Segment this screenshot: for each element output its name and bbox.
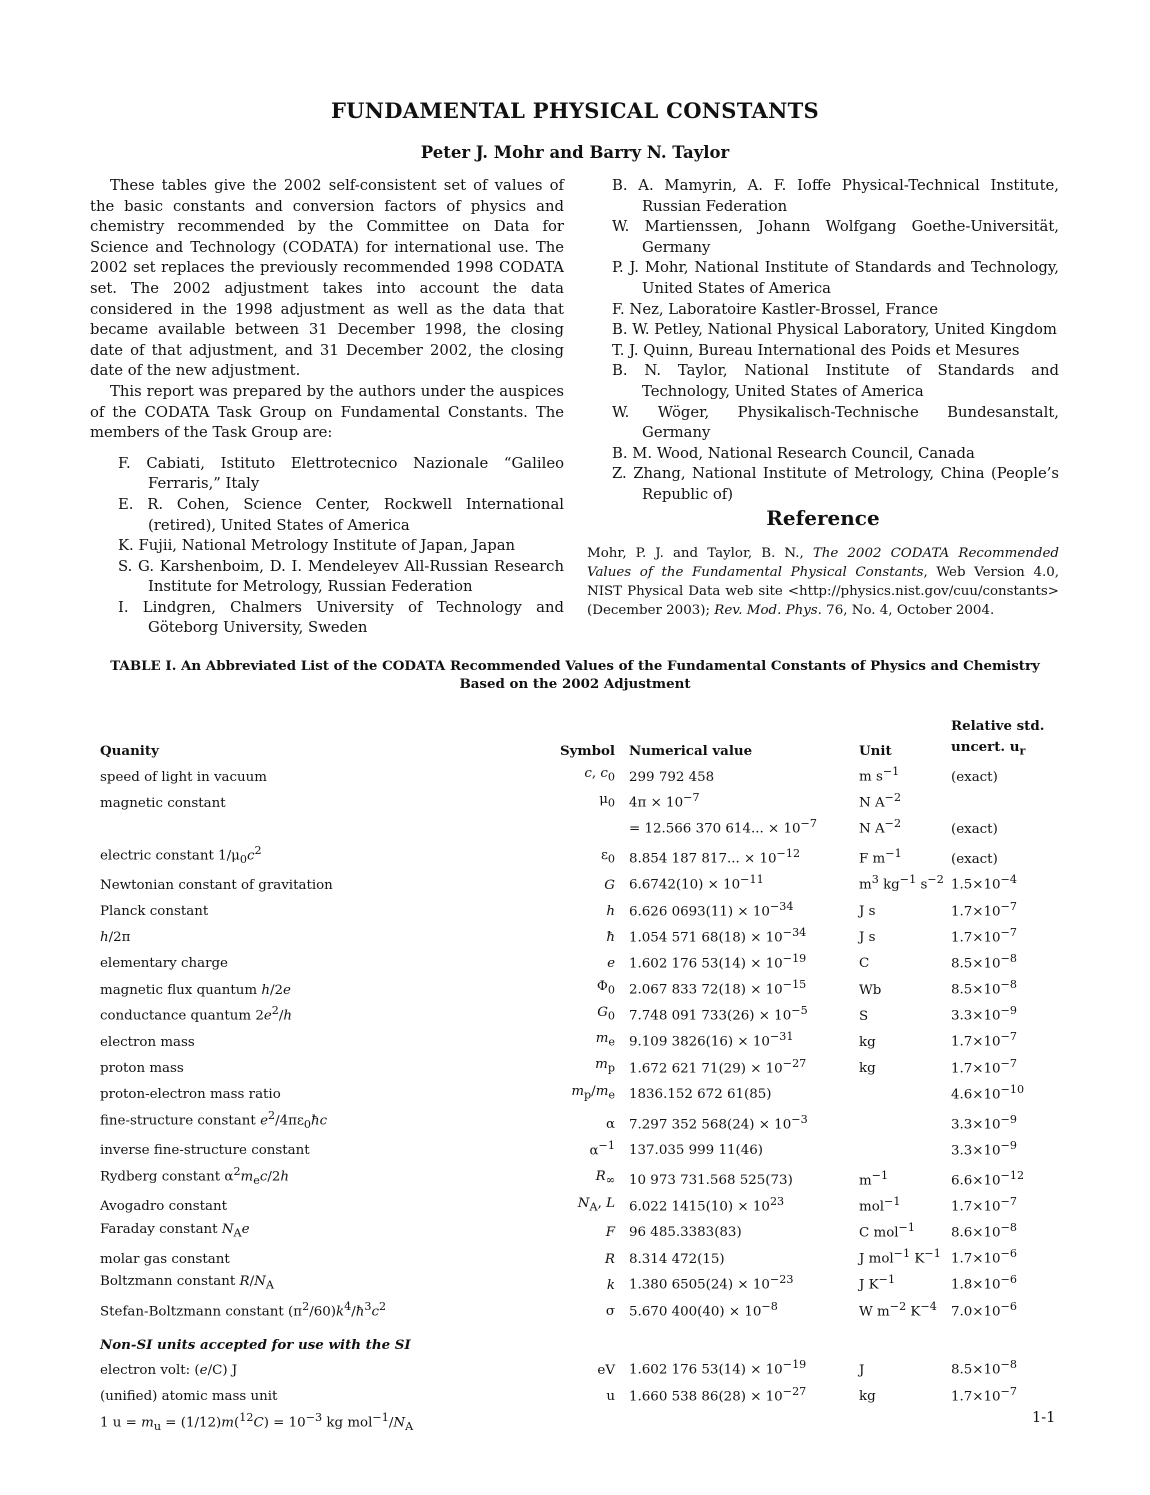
- reference-heading: Reference: [766, 506, 880, 530]
- symbol-cell: $m_p/m_e$: [571, 1083, 615, 1102]
- member-item: E. R. Cohen, Science Center, Rockwell International (retired), United States of America: [118, 495, 564, 534]
- quantity-cell: Avogadro constant: [100, 1199, 228, 1215]
- table-row: [100, 1162, 1051, 1192]
- table-row: [100, 1001, 1051, 1027]
- symbol-cell: $\Phi_0$: [596, 978, 615, 997]
- uncertainty-cell: $4.6\times 10^{-10}$: [951, 1082, 1025, 1103]
- table-row: [100, 1270, 1051, 1296]
- value-cell: 96 485.3383(83): [629, 1225, 742, 1241]
- uncertainty-cell: $1.5\times 10^{-4}$: [951, 873, 1018, 893]
- table-row: [100, 949, 1051, 975]
- header-rel-line-1: Relative std.: [951, 718, 1045, 734]
- right-column: [612, 176, 1059, 506]
- table-row: [100, 1218, 1051, 1244]
- unit-cell: [859, 1136, 951, 1162]
- uncertainty-cell: $8.6\times 10^{-8}$: [951, 1221, 1018, 1241]
- value-cell: = 12.566 370 614... × $10^{-7}$: [629, 817, 817, 837]
- uncertainty-cell: $3.3\times 10^{-9}$: [951, 1138, 1018, 1159]
- value-cell: 10 973 731.568 525(73): [629, 1173, 793, 1189]
- intro-paragraph-2: This report was prepared by the authors under the auspices of the CODATA Task Group on Fundamental Constants. The members of the Task Group are:: [90, 382, 564, 442]
- header-quantity: Quanity: [100, 743, 159, 760]
- value-cell: 7.748 091 $733(26) \times 10^{-5}$: [629, 1004, 808, 1024]
- member-list-left: [90, 454, 564, 639]
- value-cell: 6.022 $1415(10) \times 10^{23}$: [629, 1194, 785, 1215]
- table-row: [100, 1297, 1051, 1323]
- unit-cell: C mol$^{-1}$: [859, 1221, 915, 1241]
- header-value: Numerical value: [629, 743, 753, 760]
- uncertainty-cell: $7.0\times 10^{-6}$: [951, 1299, 1018, 1319]
- uncertainty-cell: [951, 788, 1051, 814]
- table-row: [100, 1244, 1051, 1270]
- value-cell: 1.054 571 $68(18) \times 10^{-34}$: [629, 925, 807, 946]
- table-row: [100, 1192, 1051, 1218]
- value-cell: 1.602 176 $53(14) \times 10^{-19}$: [629, 951, 807, 972]
- table-caption: [90, 657, 1060, 693]
- member-item: Z. Zhang, National Institute of Metrology, China (People’s Republic of): [612, 465, 1059, 503]
- value-cell: 1.602 176 $53(14) \times 10^{-19}$: [629, 1358, 807, 1378]
- member-item: B. W. Petley, National Physical Laboratory, United Kingdom: [612, 321, 1057, 339]
- unit-cell: kg: [859, 1034, 876, 1050]
- value-cell: 137.035 999 11(46): [629, 1143, 763, 1159]
- quantity-cell: magnetic flux quantum h/2e: [100, 982, 291, 998]
- quantity-cell: 1 $u = m_u = (1/12)m(^{12}C) = 10^{-3}$ kg $mol^{-1}/N_A$: [100, 1410, 414, 1433]
- unit-cell: [859, 1408, 951, 1438]
- symbol-cell: ħ: [606, 930, 615, 946]
- value-cell: 1836.152 672 61(85): [629, 1087, 772, 1103]
- uncertainty-cell: (exact): [951, 821, 998, 837]
- unit-cell: S: [859, 1008, 869, 1024]
- table-row: [100, 841, 1051, 871]
- symbol-cell: $\alpha^{-1}$: [589, 1138, 615, 1159]
- value-cell: 8.854 187 817... × $10^{-12}$: [629, 847, 801, 867]
- unit-cell: J s: [859, 904, 876, 920]
- symbol-cell: h: [606, 904, 615, 920]
- intro-paragraph-1: These tables give the 2002 self-consistent set of values of the basic constants and conversion factors of physics and chemistry recommended by the Committee on Data for Science and Technology (CODATA) for international use. The 2002 set replaces the previously recommended 1998 CODATA set. The 2002 adjustment takes into account the data considered in the 1998 adjustment as well as the data that became available between 31 December 1998, the closing date of that adjustment, and 31 December 2002, the closing date of the new adjustment.: [90, 177, 564, 380]
- value-cell: 2.067 833 $72(18) \times 10^{-15}$: [629, 978, 807, 998]
- member-item: I. Lindgren, Chalmers University of Technology and Göteborg University, Sweden: [118, 598, 564, 637]
- symbol-cell: $m_p$: [595, 1057, 615, 1076]
- symbol-cell: [542, 1408, 629, 1438]
- uncertainty-cell: $1.7\times 10^{-7}$: [951, 899, 1018, 920]
- quantity-cell: magnetic constant: [100, 795, 226, 811]
- member-item: T. J. Quinn, Bureau International des Poids et Mesures: [612, 341, 1020, 359]
- uncertainty-cell: $8.5\times 10^{-8}$: [951, 978, 1018, 998]
- quantity-cell: Stefan-Boltzmann constant $(\pi^2/60)k^4/ħ^3c^2$: [100, 1299, 387, 1319]
- symbol-cell: F: [605, 1225, 615, 1241]
- value-cell: 299 792 458: [629, 769, 715, 785]
- symbol-cell: $m_e$: [595, 1031, 615, 1049]
- uncertainty-cell: $3.3\times 10^{-9}$: [951, 1004, 1018, 1024]
- quantity-cell: [100, 814, 542, 840]
- header-unit: Unit: [859, 743, 892, 760]
- quantity-cell: elementary charge: [100, 956, 228, 972]
- table-row: [100, 762, 1051, 788]
- quantity-cell: proton mass: [100, 1061, 184, 1077]
- header-symbol: Symbol: [559, 743, 615, 760]
- unit-cell: N $A^{-2}$: [859, 791, 902, 811]
- symbol-cell: eV: [597, 1362, 615, 1378]
- value-cell: 1.672 621 $71(29) \times 10^{-27}$: [629, 1056, 807, 1077]
- unit-cell: J mol$^{-1}$ $K^{-1}$: [859, 1247, 941, 1267]
- table-row: [100, 814, 1051, 840]
- value-cell: 7.297 352 $568(24) \times 10^{-3}$: [629, 1112, 808, 1133]
- quantity-cell: electron volt: (e/C) J: [100, 1362, 238, 1378]
- member-item: F. Cabiati, Istituto Elettrotecnico Nazionale “Galileo Ferraris,” Italy: [118, 454, 564, 493]
- table-row: [100, 923, 1051, 949]
- table-row: [100, 1054, 1051, 1080]
- table-row: [100, 1027, 1051, 1053]
- unit-cell: W $m^{-2}$ $K^{-4}$: [859, 1299, 937, 1319]
- unit-cell: [859, 1106, 951, 1136]
- reference-details: , Web Version 4.0, NIST Physical Data web site <http://physics.nist.gov/cuu/constants> (December 2003);: [587, 565, 1059, 618]
- member-item: W. Wöger, Physikalisch-Technische Bundesanstalt, Germany: [612, 403, 1059, 442]
- unit-cell: J $K^{-1}$: [859, 1273, 896, 1293]
- quantity-cell: electric constant $1/\mu_0c^2$: [100, 843, 262, 866]
- unit-cell: kg: [859, 1389, 876, 1405]
- unit-cell: m $s^{-1}$: [859, 765, 900, 785]
- unit-cell: kg: [859, 1061, 876, 1077]
- value-cell: $4\pi \times 10^{-7}$: [629, 791, 700, 811]
- uncertainty-cell: $1.7\times 10^{-7}$: [951, 1056, 1018, 1077]
- table-row: [100, 1136, 1051, 1162]
- member-item: B. N. Taylor, National Institute of Standards and Technology, United States of America: [612, 362, 1059, 400]
- symbol-cell: $N_A$, L: [577, 1195, 615, 1214]
- member-item: B. A. Mamyrin, A. F. Ioffe Physical-Technical Institute, Russian Federation: [612, 177, 1059, 215]
- page-title: FUNDAMENTAL PHYSICAL CONSTANTS: [330, 98, 820, 123]
- quantity-cell: electron mass: [100, 1034, 195, 1050]
- symbol-cell: $G_0$: [597, 1005, 615, 1023]
- quantity-cell: speed of light in vacuum: [100, 769, 267, 785]
- symbol-cell: $\mu_0$: [599, 792, 615, 810]
- symbol-cell: G: [604, 877, 615, 893]
- quantity-cell: Newtonian constant of gravitation: [100, 877, 333, 893]
- member-item: S. G. Karshenboim, D. I. Mendeleyev All-Russian Research Institute for Metrology, Russian Federation: [118, 557, 564, 596]
- quantity-cell: proton-electron mass ratio: [100, 1087, 281, 1103]
- table-row: [100, 788, 1051, 814]
- uncertainty-cell: $8.5\times 10^{-8}$: [951, 1358, 1018, 1378]
- quantity-cell: Planck constant: [100, 904, 209, 920]
- symbol-cell: $\varepsilon_0$: [600, 848, 615, 866]
- symbol-cell: α: [605, 1117, 615, 1133]
- uncertainty-cell: $1.7\times 10^{-7}$: [951, 1384, 1018, 1405]
- symbol-cell: c, $c_0$: [584, 765, 615, 784]
- member-item: K. Fujii, National Metrology Institute of Japan, Japan: [118, 537, 516, 555]
- symbol-cell: $R_\infty$: [595, 1169, 615, 1188]
- quantity-cell: fine-structure constant $e^2/4\pi\varepsilon_0ħc$: [100, 1108, 328, 1132]
- value-cell: 1.660 538 $86(28) \times 10^{-27}$: [629, 1384, 807, 1405]
- unit-cell: $m^{-1}$: [859, 1168, 889, 1189]
- uncertainty-cell: $1.7\times 10^{-7}$: [951, 1030, 1018, 1050]
- table-caption-line-1: TABLE I. An Abbreviated List of the CODATA Recommended Values of the Fundamental Constants of Physics and Chemistry: [110, 658, 1040, 674]
- symbol-cell: σ: [605, 1304, 615, 1319]
- uncertainty-cell: $6.6\times 10^{-12}$: [951, 1168, 1025, 1189]
- table-row: [100, 897, 1051, 923]
- quantity-cell: molar gas constant: [100, 1251, 230, 1267]
- unit-cell: Wb: [859, 982, 882, 998]
- reference-title: The 2002 CODATA Recommended Values of the Fundamental Physical Constants: [587, 546, 1059, 580]
- value-cell: 5.670 $400(40) \times 10^{-8}$: [629, 1299, 778, 1319]
- member-item: W. Martienssen, Johann Wolfgang Goethe-Universität, Germany: [612, 218, 1059, 256]
- symbol-cell: [542, 814, 629, 840]
- unit-cell: [859, 1080, 951, 1106]
- quantity-cell: Faraday constant $N_Ae$: [100, 1221, 250, 1240]
- quantity-cell: Boltzmann constant $R/N_A$: [100, 1274, 274, 1292]
- page-number: 1-1: [1032, 1410, 1056, 1426]
- table-row: [100, 1106, 1051, 1136]
- reference-citation: [587, 544, 1059, 620]
- unit-cell: C: [859, 956, 870, 972]
- value-cell: 9.109 $3826(16) \times 10^{-31}$: [629, 1030, 794, 1050]
- quantity-cell: inverse fine-structure constant: [100, 1143, 310, 1159]
- uncertainty-cell: $1.8\times 10^{-6}$: [951, 1273, 1018, 1293]
- uncertainty-cell: (exact): [951, 851, 998, 867]
- member-item: B. M. Wood, National Research Council, Canada: [612, 444, 975, 462]
- table-section: [100, 1323, 1051, 1356]
- quantity-cell: (unified) atomic mass unit: [100, 1389, 278, 1405]
- value-cell: $6.6742(10) \times 10^{-11}$: [629, 873, 764, 893]
- unit-cell: mol$^{-1}$: [859, 1194, 901, 1215]
- section-row: [100, 1323, 1051, 1356]
- unit-cell: J s: [859, 930, 876, 946]
- uncertainty-cell: $3.3\times 10^{-9}$: [951, 1112, 1018, 1133]
- uncertainty-cell: $1.7\times 10^{-7}$: [951, 1194, 1018, 1215]
- left-column: [90, 176, 564, 639]
- table-row: [100, 1355, 1051, 1381]
- unit-cell: N $A^{-2}$: [859, 817, 902, 837]
- header-relative-uncertainty: [951, 716, 1051, 762]
- uncertainty-cell: $8.5\times 10^{-8}$: [951, 951, 1018, 972]
- table-row: [100, 975, 1051, 1001]
- reference-authors: Mohr, P. J. and Taylor, B. N.,: [587, 546, 813, 561]
- table-row: [100, 1080, 1051, 1106]
- table-caption-line-2: Based on the 2002 Adjustment: [459, 676, 691, 692]
- unit-cell: $m^3$ $kg^{-1}$ $s^{-2}$: [859, 873, 944, 893]
- value-cell: 6.626 $0693(11) \times 10^{-34}$: [629, 899, 794, 920]
- header-rel-subscript: r: [1019, 744, 1026, 758]
- symbol-cell: R: [604, 1251, 615, 1267]
- unit-cell: J: [859, 1362, 865, 1378]
- symbol-cell: k: [606, 1277, 615, 1293]
- table-body-extra: [100, 1355, 1051, 1437]
- unit-cell: F $m^{-1}$: [859, 847, 902, 867]
- quantity-cell: Rydberg constant $\alpha^2m_ec/2h$: [100, 1165, 290, 1188]
- value-cell: 1.380 $6505(24) \times 10^{-23}$: [629, 1273, 794, 1293]
- table-header-row: [100, 716, 1051, 762]
- member-item: F. Nez, Laboratoire Kastler-Brossel, France: [612, 300, 938, 318]
- table-row: [100, 1382, 1051, 1408]
- section-title: Non-SI units accepted for use with the SI: [100, 1336, 411, 1353]
- table-body: [100, 762, 1051, 1323]
- header-rel-line-2: uncert. u: [951, 738, 1020, 755]
- symbol-cell: e: [607, 956, 615, 972]
- reference-journal-details: 76, No. 4, October 2004.: [821, 603, 995, 618]
- table-row: [100, 1408, 1051, 1438]
- quantity-cell: conductance quantum $2e^2/h$: [100, 1004, 293, 1024]
- member-item: P. J. Mohr, National Institute of Standards and Technology, United States of America: [612, 259, 1059, 297]
- reference-journal: Rev. Mod. Phys.: [714, 603, 822, 618]
- constants-table: [100, 716, 1051, 1438]
- authors: Peter J. Mohr and Barry N. Taylor: [420, 143, 730, 162]
- uncertainty-cell: $1.7\times 10^{-6}$: [951, 1247, 1018, 1267]
- uncertainty-cell: (exact): [951, 769, 998, 785]
- member-list-right: [612, 176, 1059, 506]
- quantity-cell: h/2π: [100, 930, 131, 946]
- value-cell: [629, 1408, 859, 1438]
- value-cell: 8.314 472(15): [629, 1251, 725, 1267]
- symbol-cell: u: [606, 1389, 615, 1405]
- uncertainty-cell: $1.7\times 10^{-7}$: [951, 925, 1018, 946]
- table-row: [100, 870, 1051, 896]
